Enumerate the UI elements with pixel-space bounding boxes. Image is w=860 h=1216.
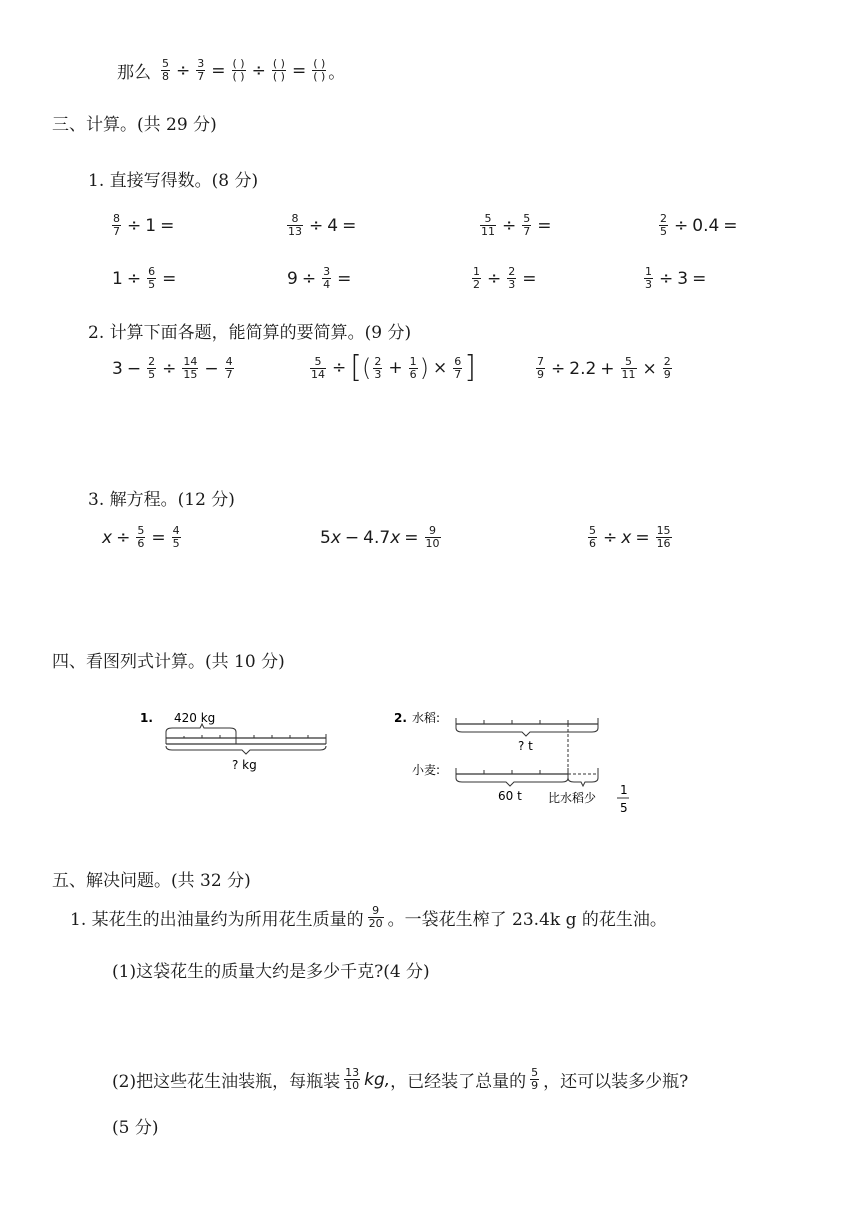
- sub-question-2-points: (5 分): [112, 1118, 159, 1138]
- less-label: 比水稻少: [548, 791, 597, 805]
- blank-fraction: $\frac{( )}{( )}$: [272, 57, 285, 83]
- equation-1: x ÷ $\frac{5}{6}$ = $\frac{4}{5}$: [102, 524, 180, 550]
- diagram-1-bottom-brace: [166, 746, 326, 754]
- equation-2: 5 x − 4.7 x = $\frac{9}{10}$: [320, 524, 440, 550]
- top-line: 那么 $\frac{5}{8}$ ÷ $\frac{3}{7}$ = $\frac{( )}{( )}$ ÷ $\frac{( )}{( )}$ = $\frac{( )}{( )}$ 。: [117, 57, 346, 83]
- less-fraction-num: 1: [620, 783, 628, 797]
- diagram-1-top-label: 420 kg: [174, 711, 216, 725]
- diagram-1: [130, 700, 340, 780]
- diagram-1-bottom-label: ? kg: [232, 758, 257, 772]
- rice-question: ? t: [518, 739, 533, 753]
- expression-1: 3 − $\frac{2}{5}$ ÷ $\frac{14}{15}$ − $\frac{4}{7}$: [112, 355, 233, 381]
- q2-title: 2. 计算下面各题，能简算的要简算。(9 分): [88, 323, 412, 343]
- calc-item: $\frac{1}{3}$ ÷ 3 =: [645, 265, 707, 291]
- expression-2: $\frac{5}{14}$ ÷ [ ( $\frac{2}{3}$ + $\frac{1}{6}$ ) × $\frac{6}{7}$ ]: [311, 350, 476, 385]
- equation-3: $\frac{5}{6}$ ÷ x = $\frac{15}{16}$: [589, 524, 671, 550]
- calc-item: $\frac{8}{7}$ ÷ 1 =: [113, 212, 175, 238]
- less-brace: [568, 778, 598, 786]
- rice-brace: [456, 728, 598, 736]
- wheat-label: 小麦:: [412, 763, 441, 777]
- expression-3: $\frac{7}{9}$ ÷ 2.2 + $\frac{5}{11}$ × $\frac{2}{9}$: [537, 355, 671, 381]
- diagram-1-top-brace: [166, 724, 236, 738]
- less-fraction-den: 5: [620, 801, 628, 815]
- diagram-2: [388, 700, 648, 822]
- q3-title: 3. 解方程。(12 分): [88, 490, 235, 510]
- calc-item: $\frac{1}{2}$ ÷ $\frac{2}{3}$ =: [473, 265, 537, 291]
- wheat-value: 60 t: [498, 789, 522, 803]
- calc-item: $\frac{8}{13}$ ÷ 4 =: [288, 212, 357, 238]
- top-prefix: 那么: [117, 63, 151, 83]
- problem-1: 1. 某花生的出油量约为所用花生质量的 $\frac{9}{20}$ 。一袋花生榨了 23.4k g 的花生油。: [70, 904, 667, 930]
- sub-question-1: (1)这袋花生的质量大约是多少千克?(4 分): [112, 962, 430, 982]
- blank-fraction: $\frac{( )}{( )}$: [232, 57, 245, 83]
- section-3-title: 三、计算。(共 29 分): [52, 115, 217, 135]
- blank-fraction: $\frac{( )}{( )}$: [313, 57, 326, 83]
- section-5-title: 五、解决问题。(共 32 分): [52, 871, 251, 891]
- wheat-brace: [456, 778, 568, 786]
- q1-title: 1. 直接写得数。(8 分): [88, 171, 259, 191]
- section-4-title: 四、看图列式计算。(共 10 分): [52, 652, 285, 672]
- fraction: $\frac{5}{8}$: [162, 57, 169, 83]
- calc-item: $\frac{5}{11}$ ÷ $\frac{5}{7}$ =: [481, 212, 552, 238]
- rice-label: 水稻:: [412, 711, 441, 725]
- diagram-1-number: 1.: [140, 711, 153, 725]
- sub-question-2: (2)把这些花生油装瓶，每瓶装 $\frac{13}{10}$ kg, ，已经装了总量的 $\frac{5}{9}$ ，还可以装多少瓶?: [112, 1066, 689, 1092]
- diagram-2-number: 2.: [394, 711, 407, 725]
- calc-item: 1 ÷ $\frac{6}{5}$ =: [112, 265, 177, 291]
- calc-item: 9 ÷ $\frac{3}{4}$ =: [287, 265, 352, 291]
- calc-item: $\frac{2}{5}$ ÷ 0.4 =: [660, 212, 738, 238]
- fraction: $\frac{3}{7}$: [197, 57, 205, 83]
